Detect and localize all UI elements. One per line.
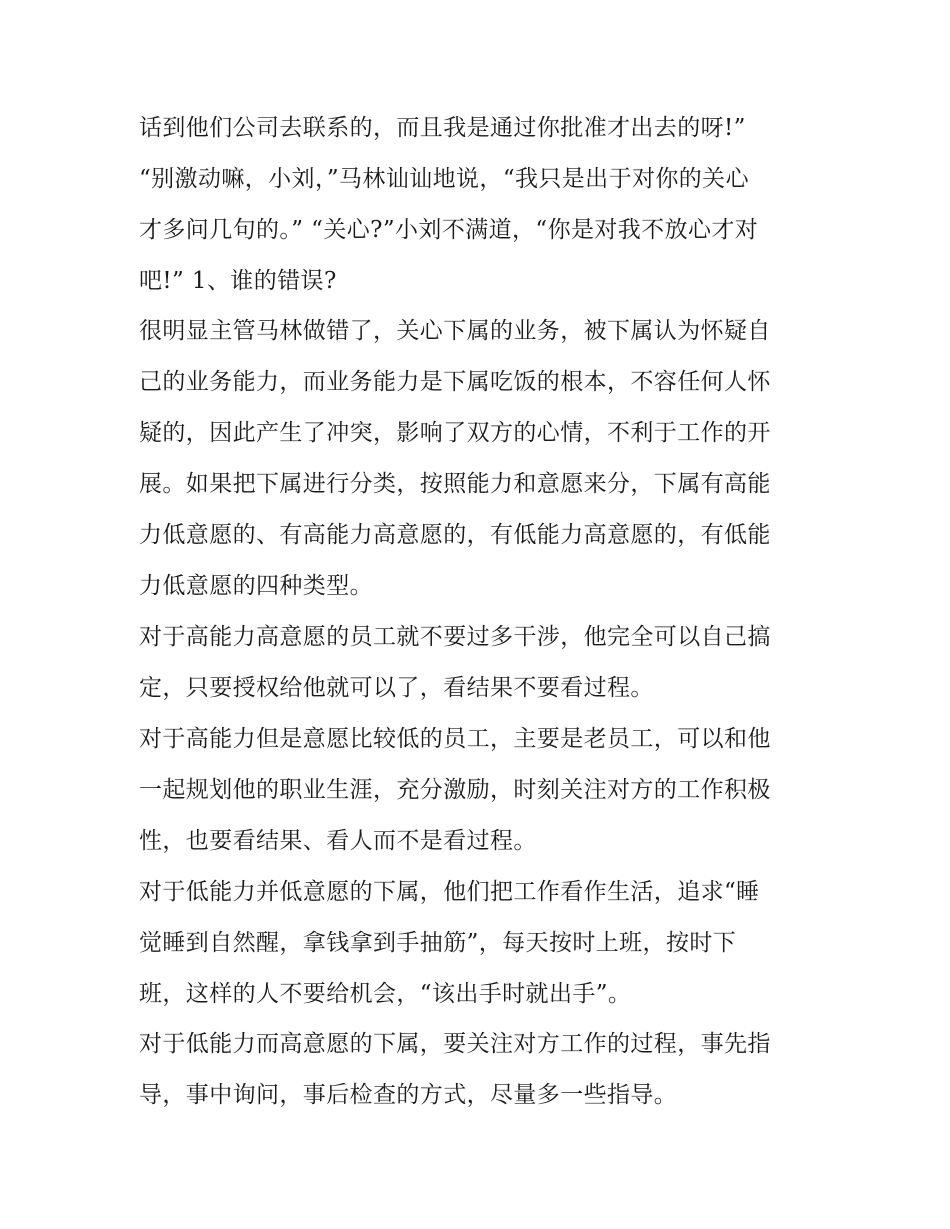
text-line: 性，也要看结果、看人而不是看过程。 — [139, 828, 537, 854]
text-line: 对于高能力高意愿的员工就不要过多干涉，他完全可以自己搞 — [139, 624, 771, 650]
text-line: 对于低能力并低意愿的下属，他们把工作看作生活，追求“睡 — [139, 879, 760, 905]
text-line: 吧!” 1、谁的错误? — [139, 268, 337, 294]
text-line: 定，只要授权给他就可以了，看结果不要看过程。 — [139, 675, 654, 701]
text-line: 觉睡到自然醒，拿钱拿到手抽筋”，每天按时上班，按时下 — [139, 930, 737, 956]
text-line: 力低意愿的四种类型。 — [139, 573, 373, 599]
text-line: 一起规划他的职业生涯，充分激励，时刻关注对方的工作积极 — [139, 777, 771, 803]
text-line: 己的业务能力，而业务能力是下属吃饭的根本，不容任何人怀 — [139, 369, 771, 395]
text-line: 班，这样的人不要给机会，“该出手时就出手”。 — [139, 981, 632, 1007]
text-line: 展。如果把下属进行分类，按照能力和意愿来分，下属有高能 — [139, 471, 771, 497]
text-line: 对于高能力但是意愿比较低的员工，主要是老员工，可以和他 — [139, 726, 771, 752]
text-line: 话到他们公司去联系的，而且我是通过你批准才出去的呀!” — [139, 115, 746, 141]
text-line: 力低意愿的、有高能力高意愿的，有低能力高意愿的，有低能 — [139, 522, 771, 548]
text-line: 对于低能力而高意愿的下属，要关注对方工作的过程，事先指 — [139, 1031, 771, 1057]
text-line: “别激动嘛，小刘，”马林讪讪地说，“我只是出于对你的关心 — [139, 166, 749, 192]
text-line: 才多问几句的。” “关心?”小刘不满道，“你是对我不放心才对 — [139, 217, 759, 243]
text-line: 很明显主管马林做错了，关心下属的业务，被下属认为怀疑自 — [139, 318, 771, 344]
text-line: 疑的，因此产生了冲突，影响了双方的心情，不利于工作的开 — [139, 420, 771, 446]
text-line: 导，事中询问，事后检查的方式，尽量多一些指导。 — [139, 1082, 678, 1108]
